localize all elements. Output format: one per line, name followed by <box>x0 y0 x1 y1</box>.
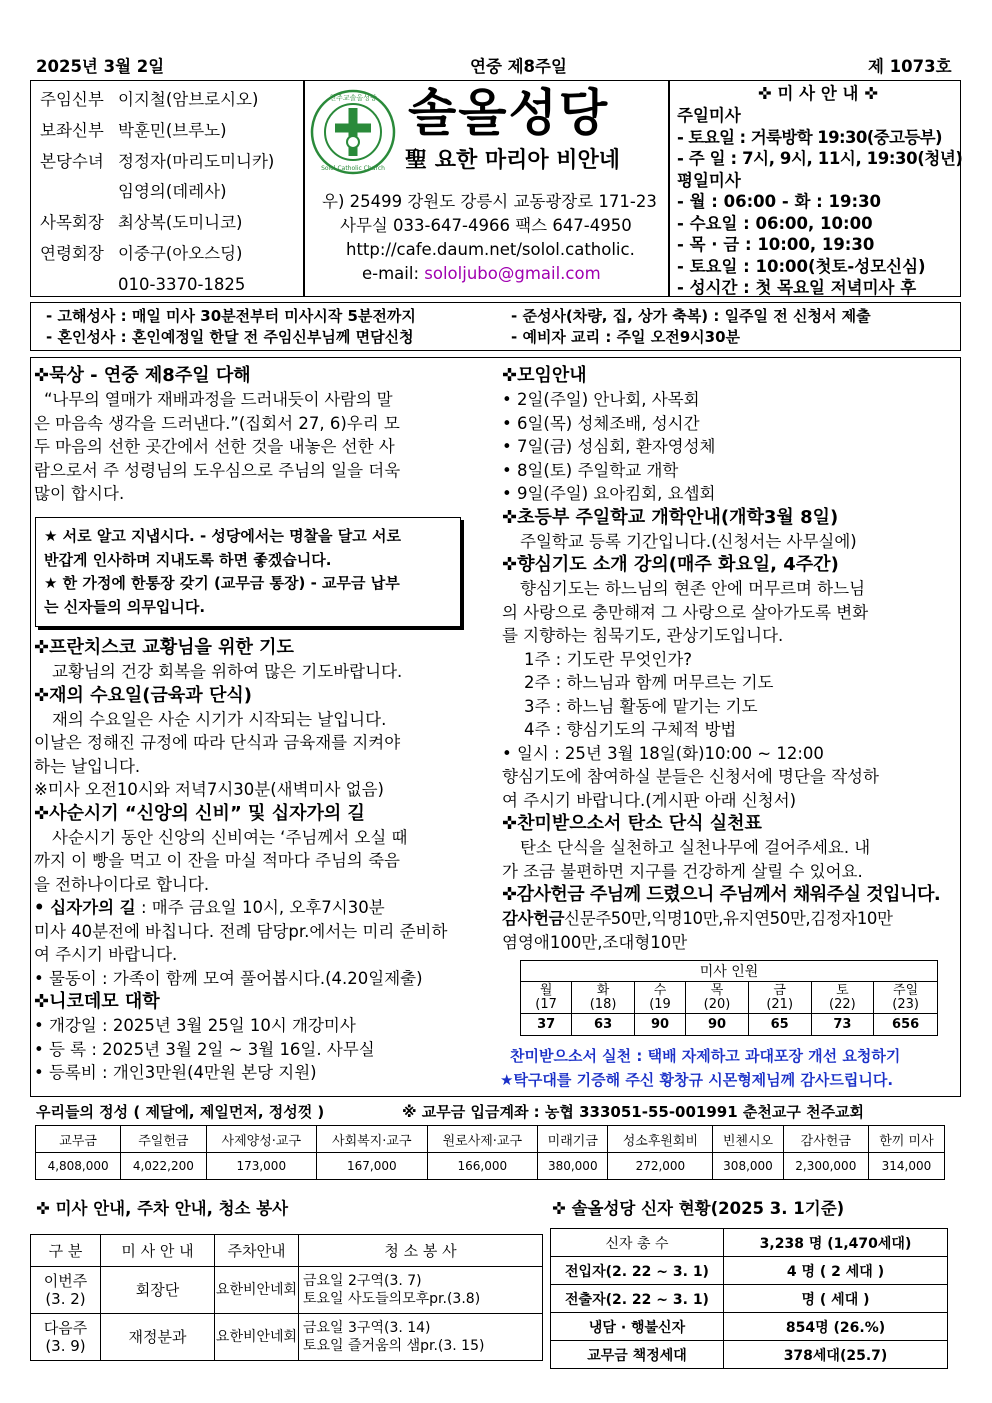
clover-icon: ✜ <box>757 84 772 103</box>
service-table: 구 분 미 사 안 내 주차안내 청 소 봉 사 이번주 (3. 2) 회장단 요한비안네회 금요일 2구역(3. 7) 토요일 사도들의모후pr.(3.8) 다음주 (3. 9) 재정분과 요한비안네회 금요일 3구역(3. 14) 토요일 즐거움의 샘pr.(3. 15) <box>30 1234 543 1361</box>
svg-text:천주교솔올성당: 천주교솔올성당 <box>329 94 377 102</box>
clover-icon: ✜ <box>34 802 50 824</box>
offering-account: ※ 교무금 입금계좌 : 농협 333051-55-001991 춘천교구 천주교회 <box>402 1103 865 1121</box>
mass-schedule: ✜ 미 사 안 내 ✜ 주일미사 - 토요일 : 거룩방학 19:30(중고등부) - 주 일 : 7시, 9시, 11시, 19:30(청년) 평일미사 - 월 : 06:00 - 화 : 19:30 - 수요일 : 06:00, 10:00 - 목 · 금 : 10:00, 19:30 - 토요일 : 10:00(첫토-성모신심) - 성시간 : 첫 목요일 저녁미사 후 <box>677 84 963 297</box>
church-seal-logo <box>309 88 397 176</box>
clover-icon: ✜ <box>864 84 879 103</box>
left-column-lower: ✜프란치스코 교황님을 위한 기도 교황님의 건강 회복을 위하여 많은 기도바랍니다. ✜재의 수요일(금육과 단식) 재의 수요일은 사순 시기가 시작되는 날입니다. 이날은 정해진 규정에 따라 단식과 금육재를 지켜야 하는 날입니다. ※미사 오전10시와 저녁7시30분(새벽미사 없음) ✜사순시기 “신앙의 신비” 및 십자가의 길 사순시기 동안 신앙의 신비여는 ‘주님께서 오실 때 까지 이 빵을 먹고 이 잔을 마실 적마다 주님의 죽음 을 전하나이다로 합니다. • 십자가의 길 : 매주 금요일 10시, 오후7시30분 미사 40분전에 바칩니다. 전례 담당pr.에서는 미리 준비하 여 주시기 바랍니다. • 물동이 : 가족이 함께 모여 풀어봅시다.(4.20일제출) ✜니코데모 대학 • 개강일 : 2025년 3월 25일 10시 개강미사 • 등 록 : 2025년 3월 2일 ~ 3월 16일. 사무실 • 등록비 : 개인3만원(4만원 본당 지원) <box>34 637 448 1082</box>
church-web[interactable]: http://cafe.daum.net/solol.catholic. <box>346 240 635 259</box>
church-patron: 聖 요한 마리아 비안네 <box>405 148 621 173</box>
offering-table: 교무금 주일헌금 사제양성·교구 사회복지·교구 원로사제·교구 미래기금 성소후원회비 빈첸시오 감사헌금 한끼 미사 4,808,000 4,022,200 173,000 167,000 166,000 380,000 272,000 308,000 2,300,000 314,000 <box>35 1125 945 1180</box>
left-column: ✜묵상 - 연중 제8주일 다해 “나무의 열매가 재배과정을 드러내듯이 사람의 말 은 마음속 생각을 드러낸다.”(집회서 27, 6)우리 모 두 마음의 선한 곳간에서 선한 것을 내놓은 선한 사 람으로서 주 성령님의 도우심으로 주님의 일을 더욱 많이 합시다. <box>34 364 489 506</box>
thanks-note: ★탁구대를 기증해 주신 황창규 시몬형제님께 감사드립니다. <box>500 1071 894 1089</box>
attendance-table: 미사 인원 월 (17 화 (18) 수 (19 목 (20) 금 (21) 토 (22) 주일 (23) 37 63 90 90 65 73 656 <box>520 960 938 1036</box>
issue-number: 제 1073호 <box>868 57 952 76</box>
service-title: ✜ 미사 안내, 주차 안내, 청소 봉사 <box>36 1199 289 1218</box>
clover-icon: ✜ <box>34 637 50 658</box>
carbon-note: 찬미받으소서 실천 : 택배 자제하고 과대포장 개선 요청하기 <box>510 1047 901 1065</box>
clover-icon: ✜ <box>36 1199 50 1218</box>
clover-icon: ✜ <box>502 365 518 386</box>
svg-text:Solol Catholic Church: Solol Catholic Church <box>321 165 385 172</box>
meditation-title: ✜묵상 - 연중 제8주일 다해 <box>34 365 251 386</box>
clover-icon: ✜ <box>552 1199 566 1218</box>
liturgical-week: 연중 제8주일 <box>470 57 567 76</box>
clover-icon: ✜ <box>34 684 50 706</box>
believers-title: ✜ 솔올성당 신자 현황(2025 3. 1기준) <box>552 1199 845 1218</box>
clover-icon: ✜ <box>34 365 50 386</box>
church-phone: 사무실 033-647-4966 팩스 647-4950 <box>340 216 632 235</box>
right-column: ✜모임안내 • 2일(주일) 안나회, 사목회 • 6일(목) 성체조배, 성시간 • 7일(금) 성심회, 환자영성체 • 8일(토) 주일학교 개학 • 9일(주일) 요아킴회, 요셉회 ✜초등부 주일학교 개학안내(개학3월 8일) 주일학교 등록 기간입니다.(신청서는 사무실에) ✜향심기도 소개 강의(매주 화요일, 4주간) 향심기도는 하느님의 현존 안에 머무르며 하느님 의 사랑으로 충만해져 그 사랑으로 살아가도록 변화 를 지향하는 침묵기도, 관상기도입니다. 1주 : 기도란 무엇인가? 2주 : 하느님과 함께 머무르는 기도 3주 : 하느님 활동에 맡기는 기도 4주 : 향심기도의 구체적 방법 • 일시 : 25년 3월 18일(화)10:00 ~ 12:00 향심기도에 참여하실 분들은 신청서에 명단을 작성하 여 주시기 바랍니다.(게시판 아래 신청서) ✜찬미받으소서 탄소 단식 실천표 탄소 단식을 실천하고 실천나무에 걸어주세요. 내 가 조금 불편하면 지구를 건강하게 살릴 수 있어요. ✜감사헌금 주님께 드렸으니 주님께서 채워주실 것입니다. 감사헌금신문주50만,익명10만,유지연50만,김정자10만 염영애100만,조대형10만 <box>502 365 941 952</box>
clover-icon: ✜ <box>502 813 518 834</box>
issue-date: 2025년 3월 2일 <box>36 57 165 76</box>
staff-list: 주임신부 이지철(암브로시오) 보좌신부 박훈민(브루노) 본당수녀 정정자(마리도미니카) 임영의(데레사) 사목회장 최상복(도미니코) 연령회장 이중구(아오스딩) 010-3370-1825 <box>40 90 275 294</box>
clover-icon: ✜ <box>502 554 518 575</box>
clover-icon: ✜ <box>502 506 518 528</box>
notice-box: ★ 서로 알고 지냅시다. - 성당에서는 명찰을 달고 서로 반갑게 인사하며 지내도록 하면 좋겠습니다. ★ 한 가정에 한통장 갖기 (교무금 통장) - 교무금 납부 는 신자들의 의무입니다. <box>35 517 461 627</box>
clover-icon: ✜ <box>34 991 50 1012</box>
clover-icon: ✜ <box>502 884 517 905</box>
church-address: 우) 25499 강원도 강릉시 교동광장로 171-23 <box>322 192 657 211</box>
offering-title: 우리들의 정성 ( 제달에, 제일먼저, 정성껏 ) <box>36 1103 325 1121</box>
believers-table: 신자 총 수 3,238 명 (1,470세대) 전입자(2. 22 ~ 3. 1) 4 명 ( 2 세대 ) 전출자(2. 22 ~ 3. 1) 명 ( 세대 ) 냉담 · 행불신자 854명 (26.%) 교무금 책정세대 378세대(25.7) <box>550 1228 948 1369</box>
church-email[interactable]: e-mail: sololjubo@gmail.com <box>362 264 601 283</box>
church-name: 솔올성당 <box>408 84 610 142</box>
